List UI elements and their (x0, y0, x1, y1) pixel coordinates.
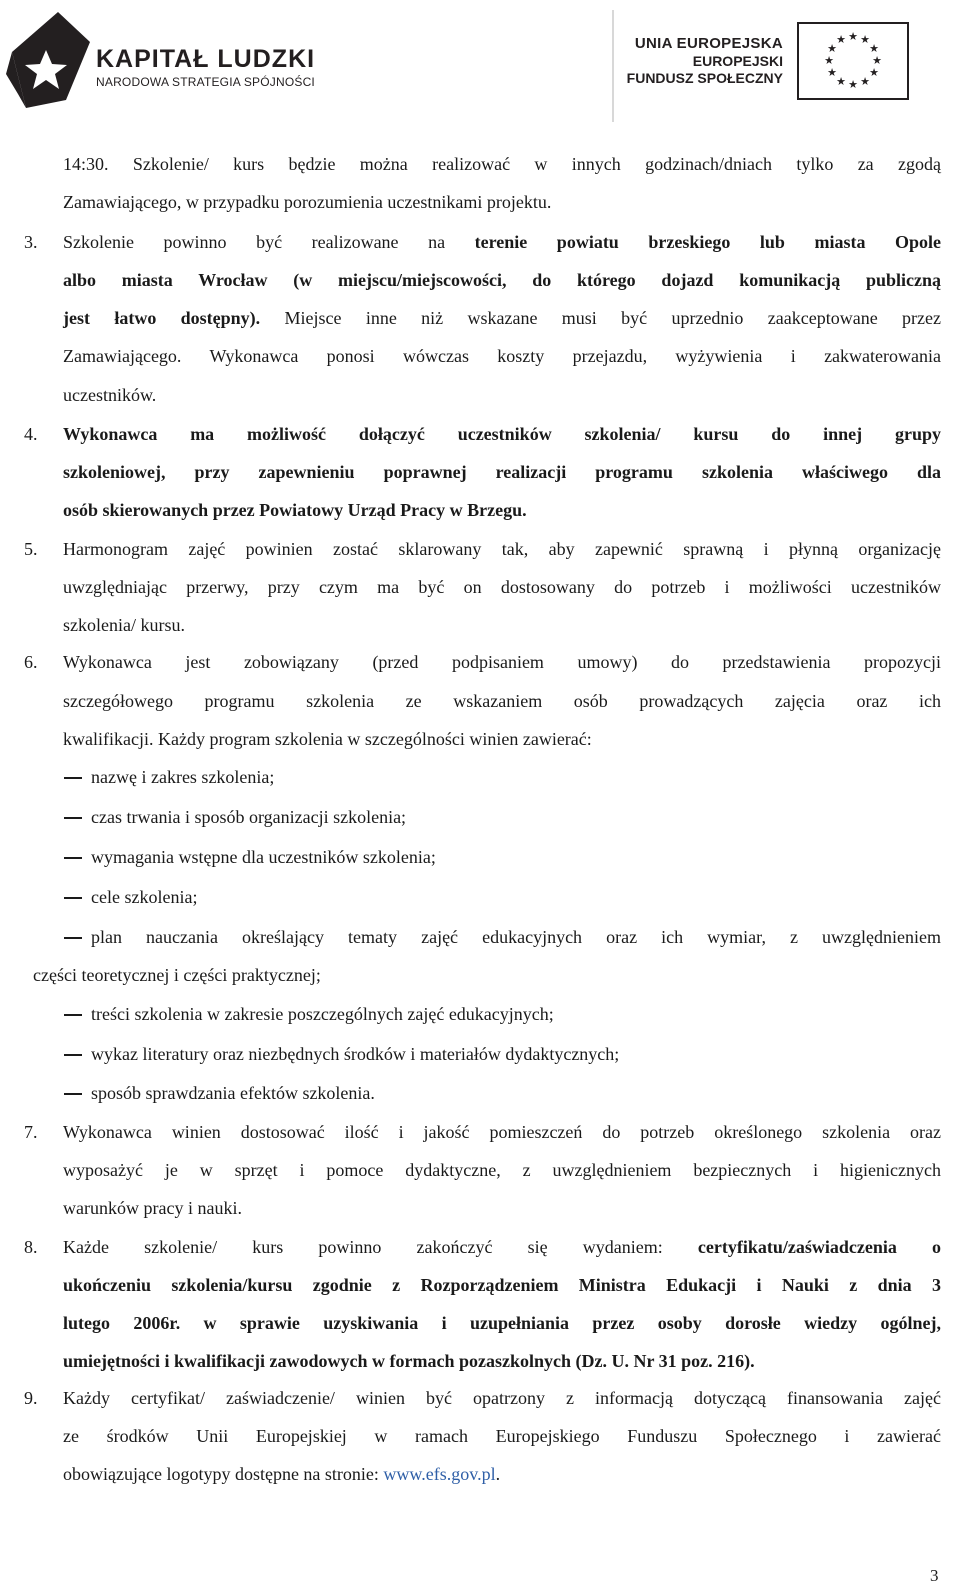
eu-logo-line3: FUNDUSZ SPOŁECZNY (626, 70, 783, 86)
bullet-item: wymagania wstępne dla uczestników szkolenia; (91, 847, 436, 867)
eu-flag-icon (797, 22, 909, 100)
svg-text:★: ★ (848, 78, 858, 91)
eu-logo-text (625, 34, 783, 87)
bullet-item-continuation: części teoretycznej i części praktycznej; (33, 965, 321, 985)
svg-text:★: ★ (860, 75, 870, 88)
eu-logo-line2: EUROPEJSKI (692, 53, 783, 69)
dash-icon (64, 857, 82, 859)
kapital-ludzki-logo-icon (6, 12, 96, 112)
intro-line-2: Zamawiającego, w przypadku porozumienia uczestnikami projektu. (63, 192, 552, 212)
item-3-line-2: albo miasta Wrocław (w miejscu/miejscowości, do którego dojazd komunikacją publiczną (63, 270, 941, 290)
item-7-line-1: Wykonawca winien dostosować ilość i jakość pomieszczeń do potrzeb określonego szkolenia oraz (63, 1122, 941, 1142)
bullet-item: czas trwania i sposób organizacji szkolenia; (91, 807, 407, 827)
item-3-number: 3. (24, 232, 38, 252)
svg-text:★: ★ (824, 54, 834, 67)
svg-text:★: ★ (860, 33, 870, 46)
item-9-text: obowiązujące logotypy dostępne na stronie: (63, 1464, 384, 1484)
logo-subtitle: NARODOWA STRATEGIA SPÓJNOŚCI (96, 75, 315, 89)
intro-line-1: 14:30. Szkolenie/ kurs będzie można realizować w innych godzinach/dniach tylko za zgodą (63, 154, 941, 174)
item-4-number: 4. (24, 424, 38, 444)
bullet-item: cele szkolenia; (91, 887, 198, 907)
svg-text:★: ★ (836, 75, 846, 88)
item-5-line-1: Harmonogram zajęć powinien zostać sklarowany tak, aby zapewnić sprawną i płynną organizację (63, 539, 941, 559)
eu-logo-line1: UNIA EUROPEJSKA (634, 35, 783, 52)
bullet-item: wykaz literatury oraz niezbędnych środków i materiałów dydaktycznych; (91, 1044, 620, 1064)
dash-icon (64, 937, 82, 939)
item-3-text: Szkolenie powinno być realizowane na (63, 232, 475, 252)
item-9-period: . (495, 1464, 501, 1484)
item-8-bold-start: certyfikatu/zaświadczenia o (697, 1237, 941, 1257)
svg-text:★: ★ (836, 33, 846, 46)
dash-icon (64, 1054, 82, 1056)
svg-text:★: ★ (872, 54, 882, 67)
item-8-number: 8. (24, 1237, 38, 1257)
item-6-line-3: kwalifikacji. Każdy program szkolenia w szczególności winien zawierać: (63, 729, 592, 749)
item-8-text: Każde szkolenie/ kurs powinno zakończyć się wydaniem: (63, 1237, 698, 1257)
item-4-line-3: osób skierowanych przez Powiatowy Urząd Pracy w Brzegu. (63, 500, 527, 520)
dash-icon (64, 817, 82, 819)
item-9-number: 9. (24, 1388, 38, 1408)
item-9-line-3 (63, 1463, 500, 1485)
item-7-line-3: warunków pracy i nauki. (63, 1198, 242, 1218)
header-divider (612, 10, 614, 122)
item-5-line-3: szkolenia/ kursu. (63, 615, 185, 635)
item-3-text-2: Miejsce inne niż wskazane musi być uprzednio zaakceptowane przez (260, 308, 941, 328)
item-3-line-1 (63, 231, 941, 253)
svg-text:★: ★ (827, 42, 837, 55)
svg-text:★: ★ (869, 66, 879, 79)
item-7-number: 7. (24, 1122, 38, 1142)
bullet-item: plan nauczania określający tematy zajęć edukacyjnych oraz ich wymiar, z uwzględnieniem (91, 927, 941, 947)
efs-website-link[interactable]: www.efs.gov.pl (383, 1464, 496, 1484)
item-8-line-4: umiejętności i kwalifikacji zawodowych w formach pozaszkolnych (Dz. U. Nr 31 poz. 216). (63, 1351, 755, 1371)
item-5-number: 5. (24, 539, 38, 559)
item-9-line-1: Każdy certyfikat/ zaświadczenie/ winien być opatrzony z informacją dotyczącą finansowania zajęć (63, 1388, 941, 1408)
kapital-ludzki-logo-text (96, 46, 315, 89)
svg-text:★: ★ (869, 42, 879, 55)
svg-text:★: ★ (848, 30, 858, 43)
item-6-line-1: Wykonawca jest zobowiązany (przed podpisaniem umowy) do przedstawienia propozycji (63, 652, 941, 672)
bullet-item: treści szkolenia w zakresie poszczególnych zajęć edukacyjnych; (91, 1004, 554, 1024)
item-3-line-5: uczestników. (63, 385, 157, 405)
page-header (0, 0, 960, 130)
item-3-bold-end: jest łatwo dostępny). (63, 308, 261, 328)
dash-icon (64, 1014, 82, 1016)
item-8-line-3: lutego 2006r. w sprawie uzyskiwania i uzupełniania przez osoby dorosłe wiedzy ogólnej, (63, 1313, 941, 1333)
item-8-line-2: ukończeniu szkolenia/kursu zgodnie z Rozporządzeniem Ministra Edukacji i Nauki z dnia 3 (63, 1275, 941, 1295)
bullet-item: sposób sprawdzania efektów szkolenia. (91, 1083, 375, 1103)
page-number: 3 (930, 1566, 939, 1585)
item-4-line-2: szkoleniowej, przy zapewnieniu poprawnej realizacji programu szkolenia właściwego dla (63, 462, 941, 482)
item-6-number: 6. (24, 652, 38, 672)
dash-icon (64, 1093, 82, 1095)
item-6-line-2: szczegółowego programu szkolenia ze wskazaniem osób prowadzących zajęcia oraz ich (63, 691, 941, 711)
svg-text:★: ★ (827, 66, 837, 79)
bullet-item: nazwę i zakres szkolenia; (91, 767, 275, 787)
logo-title: KAPITAŁ LUDZKI (96, 45, 316, 73)
item-5-line-2: uwzględniając przerwy, przy czym ma być on dostosowany do potrzeb i możliwości uczestników (63, 577, 941, 597)
item-9-line-2: ze środków Unii Europejskiej w ramach Europejskiego Funduszu Społecznego i zawierać (63, 1426, 941, 1446)
dash-icon (64, 897, 82, 899)
item-7-line-2: wyposażyć je w sprzęt i pomoce dydaktyczne, z uwzględnieniem bezpiecznych i higienicznych (63, 1160, 941, 1180)
item-4-line-1: Wykonawca ma możliwość dołączyć uczestników szkolenia/ kursu do innej grupy (63, 424, 941, 444)
item-8-line-1 (63, 1236, 941, 1258)
item-3-bold-location: terenie powiatu brzeskiego lub miasta Opole (474, 232, 941, 252)
eu-stars-icon (799, 24, 907, 98)
item-3-line-3 (63, 307, 941, 329)
dash-icon (64, 777, 82, 779)
item-3-line-4: Zamawiającego. Wykonawca ponosi wówczas koszty przejazdu, wyżywienia i zakwaterowania (63, 346, 941, 366)
